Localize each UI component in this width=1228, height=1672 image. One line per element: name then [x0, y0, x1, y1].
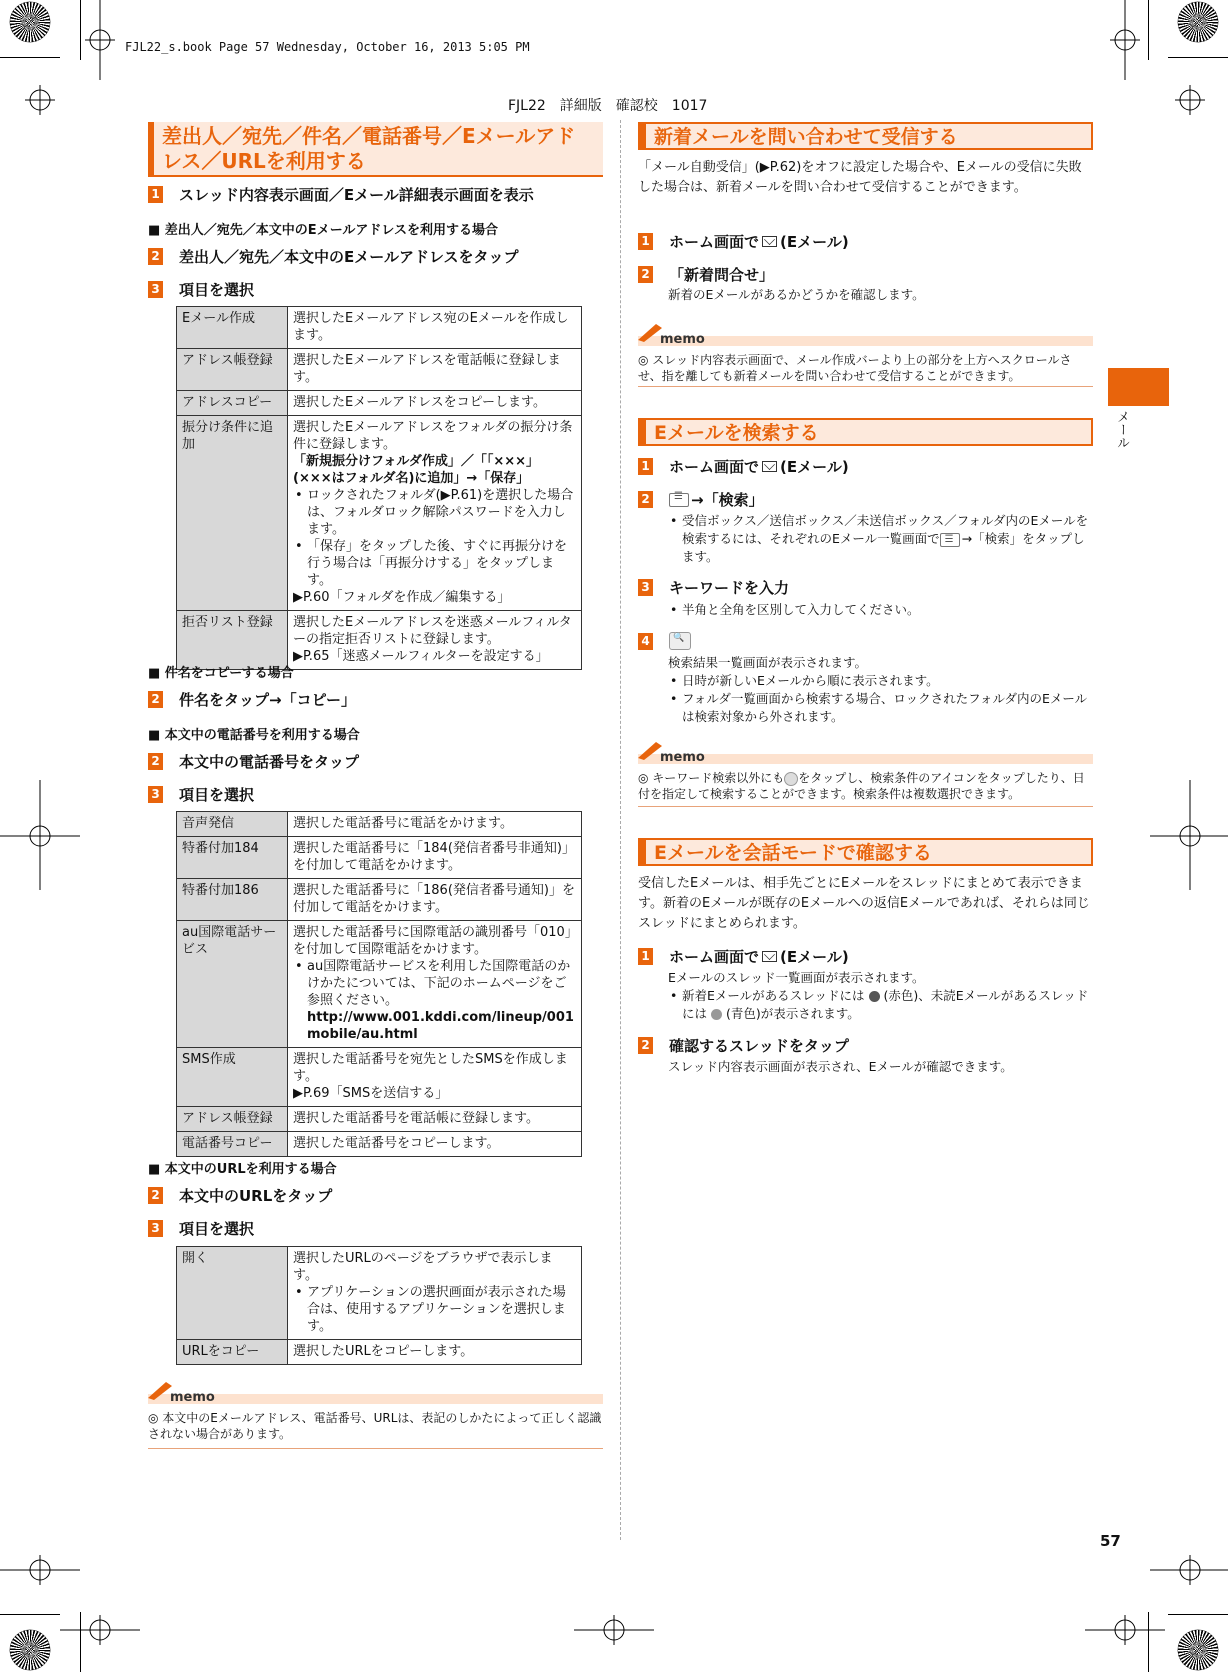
side-tab-label: メール: [1114, 410, 1129, 449]
table-row: アドレス帳登録 選択した電話番号を電話帳に登録します。: [177, 1107, 582, 1132]
url-link[interactable]: http://www.001.kddi.com/lineup/001mobile/au.html: [307, 1010, 574, 1042]
section-title: Eメールを検索する: [638, 418, 1093, 446]
step-desc: Eメールのスレッド一覧画面が表示されます。 • 新着Eメールがあるスレッドには (赤色)、未読Eメールがあるスレッドには (青色)が表示されます。: [668, 969, 1093, 1023]
step-2: 2 本文中のURLをタップ: [148, 1185, 332, 1206]
column-divider: [620, 120, 621, 1540]
mail-icon: [762, 236, 777, 247]
page-number: 57: [1100, 1532, 1121, 1550]
step-2: 2 確認するスレッドをタップ: [638, 1035, 849, 1056]
table-row: 振分け条件に追加 選択したEメールアドレスをフォルダの振分け条件に登録します。 「新規振分けフォルダ作成」／「「×××」(×××はフォルダ名)に追加」→「保存」 • ロックされたフォルダ(▶P.61)を選択した場合は、フォルダロック解除パスワードを入力します。 • 「保存」をタップした後、すぐに再振分けを行う場合は「再振分けする」をタップします。 ▶P.60「フォルダを作成／編集する」: [177, 416, 582, 611]
doc-header: FJL22 詳細版 確認校 1017: [508, 98, 708, 114]
step-2: 2 ☰ →「検索」: [638, 489, 764, 510]
step-3: 3 項目を選択: [148, 1218, 254, 1239]
step-1: 1 ホーム画面で (Eメール): [638, 231, 849, 252]
step-1: 1 ホーム画面で (Eメール): [638, 456, 849, 477]
step-2: 2 差出人／宛先／本文中のEメールアドレスをタップ: [148, 246, 519, 267]
step-desc: 新着のEメールがあるかどうかを確認します。: [668, 287, 925, 302]
step-desc: スレッド内容表示画面が表示され、Eメールが確認できます。: [668, 1059, 1013, 1074]
memo-box: [148, 1380, 603, 1450]
section-title: 差出人／宛先／件名／電話番号／Eメールアドレス／URLを利用する: [148, 122, 603, 177]
table-row: アドレス帳登録 選択したEメールアドレスを電話帳に登録します。: [177, 349, 582, 391]
step-3: 3 キーワードを入力: [638, 577, 789, 598]
intro-text: 受信したEメールは、相手先ごとにEメールをスレッドにまとめて表示できます。新着のEメールが既存のEメールへの返信Eメールであれば、それらは同じスレッドにまとめられます。: [638, 876, 1090, 931]
subheading: ■ 本文中の電話番号を利用する場合: [148, 728, 360, 743]
memo-label: memo: [660, 750, 705, 765]
step-4: 4 🔍: [638, 632, 691, 650]
memo-box: memo ◎ キーワード検索以外にも をタップし、検索条件のアイコンをタップしたり、日付を指定して検索することができます。検索条件は複数選択できます。: [638, 740, 1093, 808]
new-mail-dot-icon: [869, 991, 880, 1002]
table-row: 拒否リスト登録 選択したEメールアドレスを迷惑メールフィルターの指定拒否リストに登録します。 ▶P.65「迷惑メールフィルターを設定する」: [177, 611, 582, 670]
step-desc: 検索結果一覧画面が表示されます。 • 日時が新しいEメールから順に表示されます。 • フォルダ一覧画面から検索する場合、ロックされたフォルダ内のEメールは検索対象から外されます。: [668, 654, 1093, 726]
step-note: • 受信ボックス／送信ボックス／未送信ボックス／フォルダ内のEメールを検索するには、それぞれのEメール一覧画面で☰ →「検索」をタップします。: [668, 512, 1093, 566]
rosette-icon: [10, 2, 50, 42]
unread-mail-dot-icon: [711, 1009, 722, 1020]
section-title: 新着メールを問い合わせて受信する: [638, 122, 1093, 150]
step-1: 1 スレッド内容表示画面／Eメール詳細表示画面を表示: [148, 184, 534, 205]
search-icon: [669, 632, 691, 650]
mail-icon: [762, 951, 777, 962]
registration-target-icon: [1175, 85, 1205, 115]
table-row: 開く 選択したURLのページをブラウザで表示します。 • アプリケーションの選択画面が表示された場合は、使用するアプリケーションを選択します。: [177, 1247, 582, 1340]
table-row: 特番付加184 選択した電話番号に「184(発信者番号非通知)」を付加して電話をかけます。: [177, 837, 582, 879]
table-row: 音声発信 選択した電話番号に電話をかけます。: [177, 812, 582, 837]
memo-text: ◎ 本文中のEメールアドレス、電話番号、URLは、表記のしかたによって正しく認識されない場合があります。: [148, 1411, 602, 1441]
subheading: ■ 差出人／宛先／本文中のEメールアドレスを利用する場合: [148, 223, 499, 238]
table-row: SMS作成 選択した電話番号を宛先としたSMSを作成します。 ▶P.69「SMSを送信する」: [177, 1048, 582, 1107]
intro-text: 「メール自動受信」(▶P.62)をオフに設定した場合や、Eメールの受信に失敗した場合は、新着メールを問い合わせて受信することができます。: [638, 160, 1082, 195]
step-2: 2 「新着問合せ」: [638, 264, 774, 285]
section-title: Eメールを会話モードで確認する: [638, 838, 1093, 866]
table-row: Eメール作成 選択したEメールアドレス宛のEメールを作成します。: [177, 307, 582, 349]
subheading: ■ 本文中のURLを利用する場合: [148, 1162, 337, 1177]
side-tab: [1108, 368, 1169, 406]
table-row: アドレスコピー 選択したEメールアドレスをコピーします。: [177, 391, 582, 416]
table-row: URLをコピー 選択したURLをコピーします。: [177, 1340, 582, 1365]
menu-icon: [669, 493, 689, 507]
memo-box: [638, 322, 1093, 388]
print-header: FJL22_s.book Page 57 Wednesday, October 16, 2013 5:05 PM: [125, 40, 530, 54]
rosette-icon: [1178, 1630, 1218, 1670]
memo-label: memo: [660, 332, 705, 347]
table-row: au国際電話サービス 選択した電話番号に国際電話の識別番号「010」を付加して国際電話をかけます。 • au国際電話サービスを利用した国際電話のかけかたについては、下記のホームページをご参照ください。 http://www.001.kddi.com/lineup/001mobile/au.html: [177, 921, 582, 1048]
rosette-icon: [10, 1630, 50, 1670]
step-note: • 半角と全角を区別して入力してください。: [668, 601, 920, 619]
step-3: 3 項目を選択: [148, 784, 254, 805]
registration-target-icon: [25, 85, 55, 115]
subheading: ■ 件名をコピーする場合: [148, 666, 294, 681]
table-row: 特番付加186 選択した電話番号に「186(発信者番号通知)」を付加して電話をかけます。: [177, 879, 582, 921]
dropdown-icon: [784, 772, 798, 786]
menu-icon: [940, 533, 960, 547]
step-3: 3 項目を選択: [148, 279, 254, 300]
options-table-phone: [176, 811, 582, 1157]
step-2: 2 本文中の電話番号をタップ: [148, 751, 359, 772]
rosette-icon: [1178, 2, 1218, 42]
table-row: 電話番号コピー 選択した電話番号をコピーします。: [177, 1132, 582, 1157]
memo-label: memo: [170, 1390, 215, 1405]
memo-text: ◎ スレッド内容表示画面で、メール作成バーより上の部分を上方へスクロールさせ、指を離しても新着メールを問い合わせて受信することができます。: [638, 353, 1072, 383]
step-2: 2 件名をタップ→「コピー」: [148, 689, 356, 710]
step-1: 1 ホーム画面で (Eメール): [638, 946, 849, 967]
mail-icon: [762, 461, 777, 472]
options-table-url: [176, 1246, 582, 1365]
options-table-address: [176, 306, 582, 670]
